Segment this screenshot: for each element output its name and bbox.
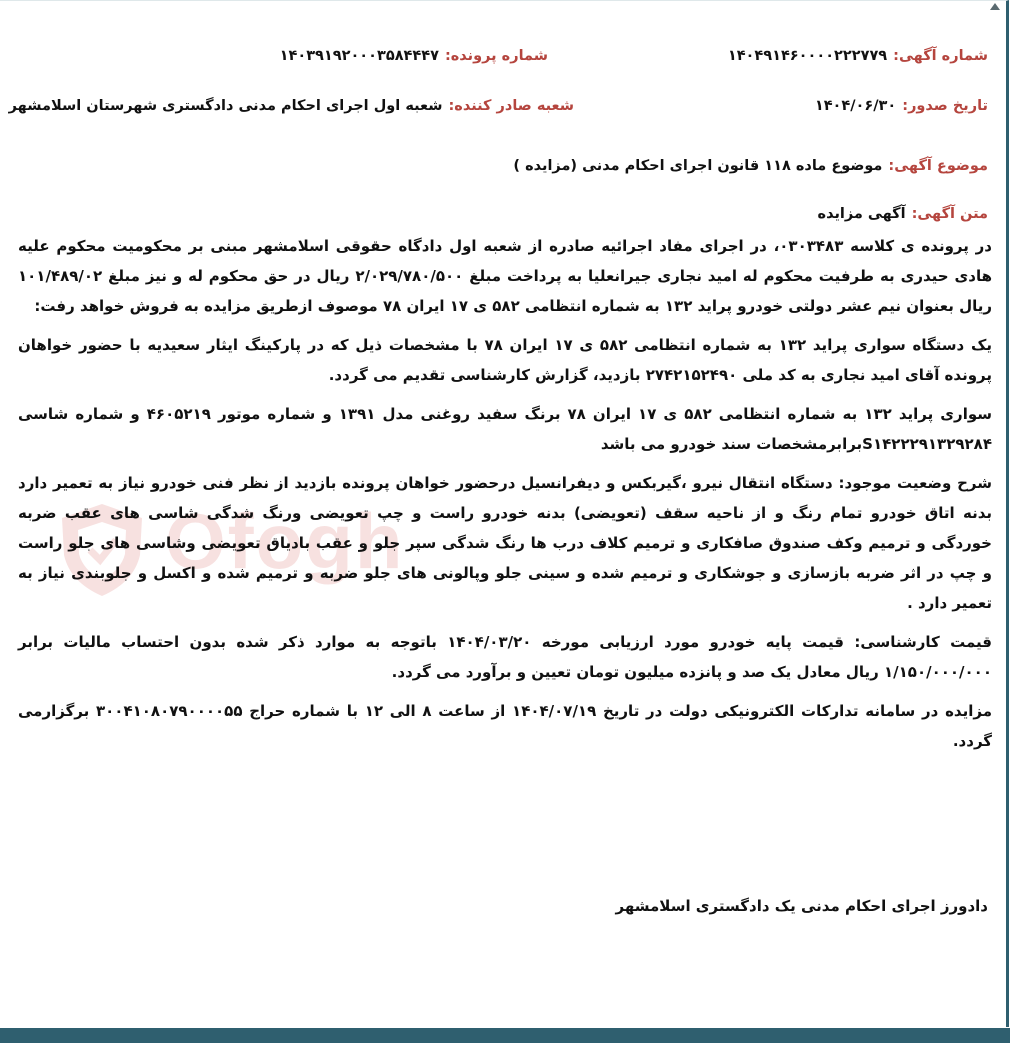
notice-number-label: شماره آگهی: [893,48,988,64]
case-number [280,48,548,64]
paragraph-case: در پرونده ی کلاسه ۰۳۰۳۴۸۳، در اجرای مفاد اجرائیه صادره از شعبه اول دادگاه حقوقی اسلامشهر مبنی بر محکومیت محکوم علیه هادی حیدری به طرفیت محکوم له امید نجاری جیرانعلیا به پرداخت مبلغ ۲/۰۲۹/۷۸۰/۵۰۰ ریال در حق محکوم له و نیز مبلغ ۱۰۱/۴۸۹/۰۲ ریال بعنوان نیم عشر دولتی خودرو پراید ۱۳۲ به شماره انتظامی ۵۸۲ ی ۱۷ ایران ۷۸ موصوف ازطریق مزایده به فروش خواهد رفت: [18,237,992,315]
paragraph-appraisal: قیمت کارشناسی: قیمت پایه خودرو مورد ارزیابی مورخه ۱۴۰۴/۰۳/۲۰ باتوجه به موارد ذکر شده بدون احتساب مالیات برابر ۱/۱۵۰/۰۰۰/۰۰۰ ریال معادل یک صد و پانزده میلیون تومان تعیین و برآورد می گردد. [18,633,992,681]
notice-body [18,231,992,765]
subject-value: موضوع ماده ۱۱۸ قانون اجرای احکام مدنی (مزایده ) [513,158,883,174]
issuer-label: شعبه صادر کننده: [448,98,574,114]
issuer [9,98,574,114]
notice-text-heading [818,206,988,222]
issue-date-label: تاریخ صدور: [902,98,988,114]
watermark-text: Ofogh [165,497,405,585]
paragraph-vehicle-inspection: یک دستگاه سواری پراید ۱۳۲ به شماره انتظامی ۵۸۲ ی ۱۷ ایران ۷۸ با مشخصات ذیل که در پارکینگ ایثار سعیدیه با حضور خواهان پرونده آقای امید نجاری به کد ملی ۲۷۴۲۱۵۲۴۹۰ بازدید، گزارش کارشناسی تقدیم می گردد. [18,336,993,384]
notice-number-value: ۱۴۰۴۹۱۴۶۰۰۰۰۲۲۲۷۷۹ [727,48,888,64]
notice-text-label: متن آگهی: [911,206,988,222]
signature: دادورز اجرای احکام مدنی یک دادگستری اسلامشهر [615,897,988,915]
case-number-value: ۱۴۰۳۹۱۹۲۰۰۰۳۵۸۴۴۴۷ [279,48,439,64]
scroll-up-arrow-icon[interactable] [990,3,1000,10]
issue-date [815,98,988,114]
issue-date-value: ۱۴۰۴/۰۶/۳۰ [814,98,897,114]
subject-label: موضوع آگهی: [888,158,988,174]
issuer-value: شعبه اول اجرای احکام مدنی دادگستری شهرستان اسلامشهر [8,98,443,114]
paragraph-vehicle-spec: سواری پراید ۱۳۲ به شماره انتظامی ۵۸۲ ی ۱۷ ایران ۷۸ برنگ سفید روغنی مدل ۱۳۹۱ و شماره موتور ۴۶۰۵۲۱۹ و شماره شاسی S۱۴۲۲۲۹۱۳۲۹۲۸۴برابرمشخصات سند خودرو می باشد [18,405,992,453]
notice-text-title: آگهی مزایده [817,206,906,222]
paragraph-condition: شرح وضعیت موجود: دستگاه انتقال نیرو ،گیربکس و دیفرانسیل درحضور خواهان پرونده بازدید از نظر فنی خودرو نیاز به تعمیر دارد بدنه اتاق خودرو تمام رنگ و از ناحیه سقف (تعویضی) بدنه خودرو راست و چپ تعویضی ورنگ شدگی شاسی های عقب ضربه خوردگی و ترمیم وکف صندوق صافکاری و ترمیم کلاف درب ها رنگ شدگی سپر جلو و عقب بادیاق تعویضی وشاسی های جلو راست و چپ در اثر ضربه بازسازی و جوشکاری و ترمیم شده و سینی جلو وپالونی های جلو ضربه و ترمیم شده و اکسل و جلوبندی نیاز به تعمیر دارد . [18,474,992,612]
notice-number [728,48,988,64]
subject [513,158,988,174]
paragraph-auction-date: مزایده در سامانه تدارکات الکترونیکی دولت در تاریخ ۱۴۰۴/۰۷/۱۹ از ساعت ۸ الی ۱۲ با شماره حراج ۳۰۰۴۱۰۸۰۷۹۰۰۰۰۵۵ برگزارمی گردد. [18,702,992,750]
case-number-label: شماره پرونده: [444,48,548,64]
bottom-scrollbar[interactable] [0,1028,1010,1043]
